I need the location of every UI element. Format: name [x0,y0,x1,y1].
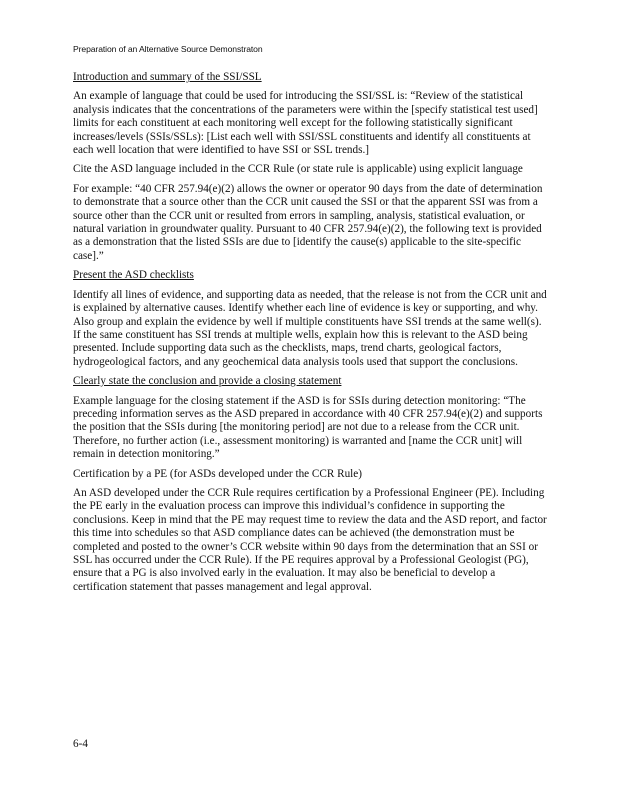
section-paragraph: Identify all lines of evidence, and supporting data as needed, that the release is not from the CCR unit and is explained by alternative causes. Identify whether each line of evidence is key or supporting, and why. Also group and explain the evidence by well if multiple constituents have SSI trends at the same well(s). If the same constituent has SSI trends at multiple wells, explain how this is relevant to the ASD being presented. Include supporting data such as the checklists, maps, trend charts, geological factors, hydrogeological factors, and any geochemical data analysis tools used that support the conclusions. [73,288,547,368]
document-body [73,71,548,600]
section-heading: Introduction and summary of the SSI/SSL [73,71,262,83]
section-heading-plain: Cite the ASD language included in the CCR Rule (or state rule is applicable) using explicit language [73,163,523,176]
section-heading: Present the ASD checklists [73,269,194,282]
section-paragraph: For example: “40 CFR 257.94(e)(2) allows the owner or operator 90 days from the date of determination to demonstrate that a source other than the CCR unit caused the SSI or that the apparent SSI was from a source other than the CCR unit or resulted from errors in sampling, analysis, statistical evaluation, or natural variation in groundwater quality. Pursuant to 40 CFR 257.94(e)(2), the following text is provided as a demonstration that the listed SSIs are due to [identify the cause(s) applicable to the site-specific case].” [73,182,543,262]
running-header: Preparation of an Alternative Source Demonstraton [73,44,263,54]
page-number: 6-4 [73,738,88,750]
section-heading: Clearly state the conclusion and provide a closing statement [73,375,342,388]
section-paragraph: Example language for the closing statement if the ASD is for SSIs during detection monitoring: “The preceding information serves as the ASD prepared in accordance with 40 CFR 257.94(e)(2) and supports the position that the SSIs during [the monitoring period] are not due to a release from the CCR unit. Therefore, no further action (i.e., assessment monitoring) is warranted and [name the CCR unit] will remain in detection monitoring.” [73,394,543,461]
section-paragraph: An ASD developed under the CCR Rule requires certification by a Professional Engineer (PE). Including the PE early in the evaluation process can improve this individual’s confidence in supporting the conclusions. Keep in mind that the PE may request time to review the data and the ASD report, and factor this time into schedules so that ASD compliance dates can be achieved (the demonstration must be completed and posted to the owner’s CCR website within 90 days from the determination that an SSI or SSL has occurred under the CCR Rule). If the PE requires approval by a Professional Geologist (PG), ensure that a PG is also involved early in the evaluation. It may also be beneficial to develop a certification statement that passes management and legal approval. [73,486,547,593]
section-paragraph: An example of language that could be used for introducing the SSI/SSL is: “Review of the statistical analysis indicates that the concentrations of the parameters were within the [specify statistical test used] limits for each constituent at each monitoring well except for the following statistically significant increases/levels (SSIs/SSLs): [List each well with SSI/SSL constituents and identify all constituents at each well location that were identified to have SSI or SSL trends.] [73,90,538,157]
section-heading-plain: Certification by a PE (for ASDs developed under the CCR Rule) [73,467,362,480]
